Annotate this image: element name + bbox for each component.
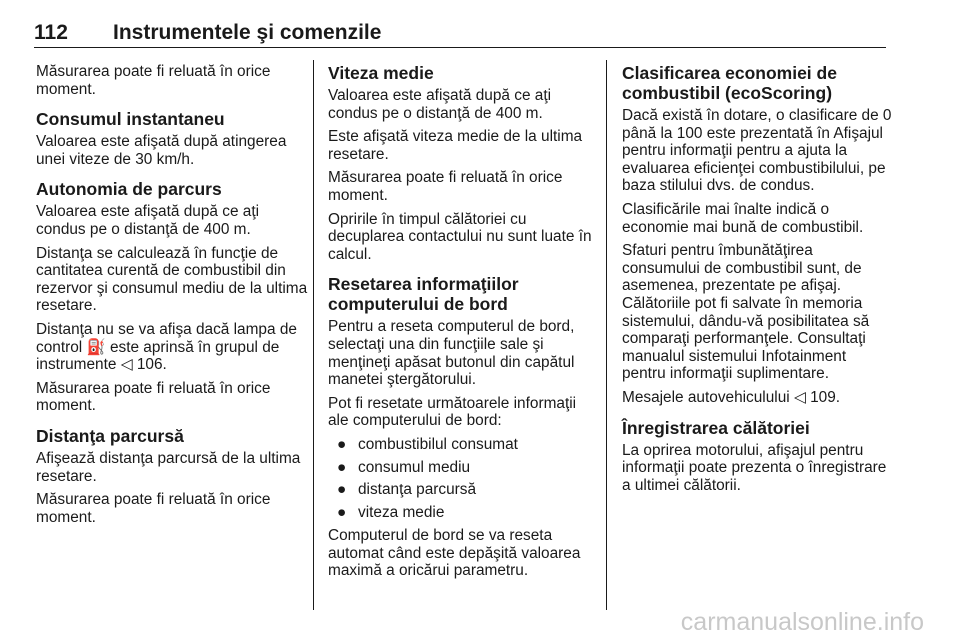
fuel-lamp-icon: ⛽ <box>86 338 106 356</box>
heading-resetarea-informatiilor: Resetarea informaţiilor computerului de bord <box>328 274 519 315</box>
paragraph: Valoarea este afişată după ce aţi condus pe o distanţă de 400 m. <box>36 203 260 238</box>
paragraph: Măsurarea poate fi reluată în orice moment. <box>36 491 271 526</box>
bullet-icon: ● <box>337 435 347 453</box>
paragraph: Valoarea este afişată după ce aţi condus pe o distanţă de 400 m. <box>328 87 552 122</box>
text-fragment: Distanţa nu se va afişa dacă lampa de control <box>36 320 297 356</box>
paragraph: Distanţa se calculează în funcţie de cantitatea curentă de combustibil din rezervor şi consumul mediu de la ultima resetare. <box>36 244 308 315</box>
list-item-text: distanţa parcursă <box>358 481 477 499</box>
heading-viteza-medie: Viteza medie <box>328 63 434 83</box>
list-item-text: combustibilul consumat <box>358 435 518 453</box>
list-item-text: consumul mediu <box>358 458 471 476</box>
heading-distanta-parcursa: Distanţa parcursă <box>36 425 184 446</box>
text-fragment: este aprinsă în grupul de instrumente <box>36 338 280 374</box>
paragraph: Afişează distanţa parcursă de la ultima resetare. <box>36 449 301 485</box>
intro-paragraph: Măsurarea poate fi reluată în orice moment. <box>36 63 271 98</box>
watermark: carmanualsonline.info <box>680 608 924 636</box>
bullet-icon: ● <box>337 458 347 476</box>
paragraph: Sfaturi pentru îmbunătăţirea consumului de combustibil sunt, de asemenea, prezentate pe afişaj. Călătoriile pot fi salvate în memoria sistemului, dându-vă posibilitatea să comparaţi performanţele. Consultaţi manualul sistemului Infotainment pentru informaţii suplimentare. <box>622 242 870 383</box>
page-reference[interactable]: 106. <box>136 356 167 374</box>
list-item <box>328 436 600 454</box>
paragraph: Computerul de bord se va reseta automat când este depăşită valoarea maximă a oricărui parametru. <box>328 527 581 580</box>
list-item <box>328 459 600 477</box>
heading-autonomia-de-parcurs: Autonomia de parcurs <box>36 179 222 200</box>
list-item-text: viteza medie <box>358 503 445 521</box>
page-reference-icon: ◁ <box>793 388 806 406</box>
column-divider-1 <box>313 60 314 610</box>
paragraph: Dacă există în dotare, o clasificare de 0 până la 100 este prezentată în Afişajul pentru informaţii pentru a ajuta la evaluarea eficienţei combustibilului, pe baza stilului dvs. de condus. <box>622 107 892 195</box>
column-divider-2 <box>606 60 607 610</box>
paragraph: Este afişată viteza medie de la ultima resetare. <box>328 128 583 163</box>
heading-inregistrarea-calatoriei: Înregistrarea călătoriei <box>622 417 810 438</box>
paragraph: Valoarea este afişată după atingerea unei viteze de 30 km/h. <box>36 133 287 168</box>
bullet-icon: ● <box>337 481 347 499</box>
paragraph: Măsurarea poate fi reluată în orice moment. <box>328 169 563 204</box>
list-item <box>328 504 600 522</box>
reset-items-list <box>328 436 600 521</box>
page-reference[interactable]: 109. <box>810 388 841 406</box>
heading-consumul-instantaneu: Consumul instantaneu <box>36 109 225 130</box>
paragraph-with-reference <box>622 389 894 407</box>
paragraph: La oprirea motorului, afişajul pentru informaţii poate prezenta o înregistrare a ultimei călătorii. <box>622 441 887 494</box>
column-left <box>36 63 308 532</box>
page-number: 112 <box>34 21 68 44</box>
list-item <box>328 481 600 499</box>
paragraph: Pot fi resetate următoarele informaţii ale computerului de bord: <box>328 394 577 430</box>
heading-ecoscoring: Clasificarea economiei de combustibil (ecoScoring) <box>622 63 837 103</box>
paragraph: Clasificările mai înalte indică o economie mai bună de combustibil. <box>622 200 864 236</box>
paragraph: Măsurarea poate fi reluată în orice moment. <box>36 379 271 415</box>
paragraph: Opririle în timpul călătoriei cu decuplarea contactului nu sunt luate în calcul. <box>328 210 592 263</box>
column-middle <box>328 63 600 586</box>
page-reference-icon: ◁ <box>120 356 133 374</box>
page-header <box>34 21 886 48</box>
paragraph-with-icons <box>36 321 308 374</box>
paragraph: Pentru a reseta computerul de bord, selectaţi una din funcţiile sale şi menţineţi apăsat butonul din capătul manetei ştergătorului. <box>328 318 575 389</box>
bullet-icon: ● <box>337 503 347 521</box>
text-fragment: Mesajele autovehiculului <box>622 388 790 406</box>
page-title: Instrumentele şi comenzile <box>113 21 382 44</box>
column-right <box>622 63 894 500</box>
